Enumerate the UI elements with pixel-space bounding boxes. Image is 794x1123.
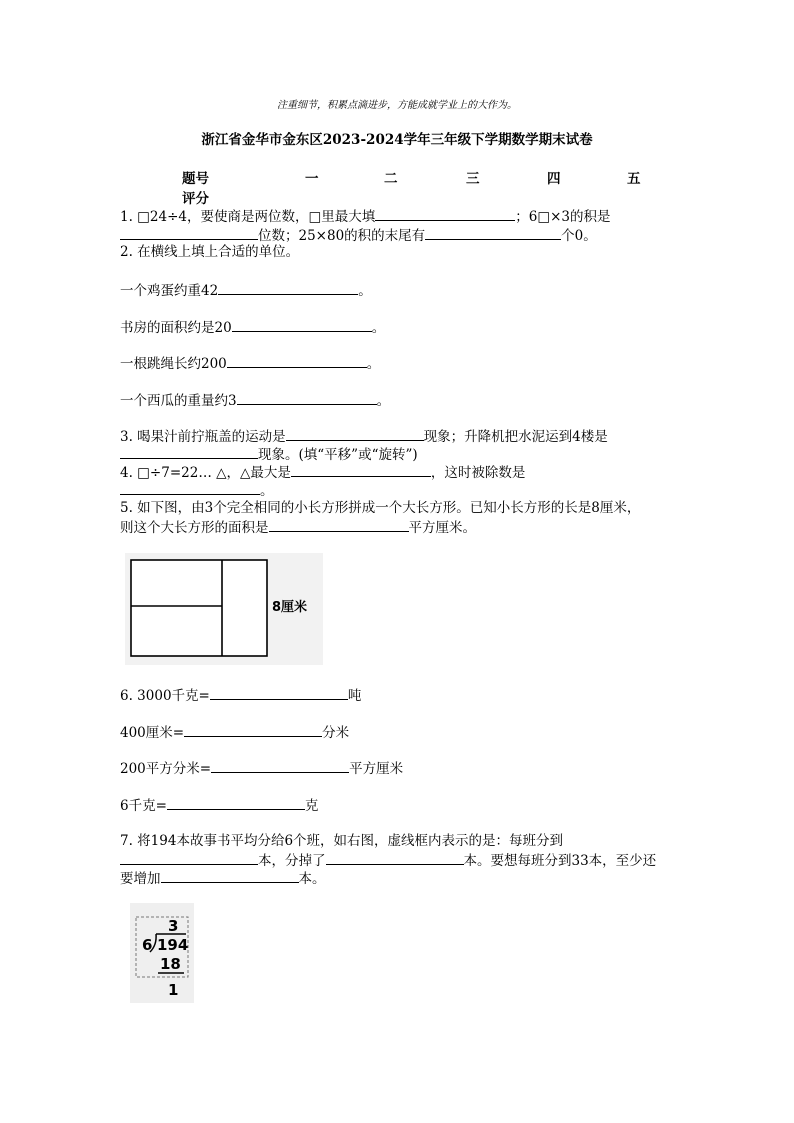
q7-dividend: 194 — [157, 936, 189, 954]
q3-line-1 — [120, 427, 608, 445]
q2-item-4-text: 一个西瓜的重量约3 — [120, 393, 237, 409]
q1-blank-1[interactable] — [375, 207, 515, 221]
q2-item-2-end: 。 — [371, 320, 386, 336]
q1-text-b: ；6□×3的积是 — [515, 209, 611, 225]
q2-item-1-text: 一个鸡蛋约重42 — [120, 283, 219, 299]
q5-blank-1[interactable] — [269, 518, 409, 532]
q7-blank-2[interactable] — [326, 851, 464, 865]
q2-item-2 — [120, 318, 385, 336]
q2-item-1-end: 。 — [358, 283, 372, 299]
q6-item-1-unit: 吨 — [347, 688, 362, 704]
q2-item-4-end: 。 — [376, 393, 391, 409]
q6-item-1 — [120, 686, 361, 704]
q7-text-b: 本，分掉了 — [258, 853, 326, 869]
q2-blank-1[interactable] — [218, 281, 358, 295]
q2-item-4 — [120, 391, 390, 409]
score-col-4: 四 — [547, 171, 561, 187]
q1-text-d: 个0。 — [561, 228, 597, 244]
exam-title: 浙江省金华市金东区2023-2024学年三年级下学期数学期末试卷 — [201, 132, 593, 148]
q6-item-3-unit: 平方厘米 — [349, 761, 404, 777]
q5-rectangle-figure — [124, 553, 324, 665]
q2-item-3-end: 。 — [366, 356, 381, 372]
q3-blank-1[interactable] — [286, 427, 424, 441]
q7-remainder: 1 — [168, 981, 179, 999]
q6-item-2-unit: 分米 — [322, 725, 350, 741]
score-col-2: 二 — [384, 171, 398, 187]
q7-text-c: 本。要想每班分到33本，至少还 — [463, 853, 657, 869]
q1-line-2 — [120, 226, 597, 244]
q7-line-3 — [120, 869, 326, 887]
q4-text-c: 。 — [260, 483, 274, 499]
q2-blank-4[interactable] — [237, 391, 377, 405]
score-col-1: 一 — [305, 171, 319, 187]
q1-text-a: 1. □24÷4，要使商是两位数，□里最大填 — [120, 209, 376, 225]
q6-item-2 — [120, 723, 349, 741]
q7-line-1: 7. 将194本故事书平均分给6个班，如右图，虚线框内表示的是：每班分到 — [120, 833, 564, 849]
q2-item-3-text: 一根跳绳长约200 — [120, 356, 227, 372]
q5-figure-label: 8厘米 — [272, 600, 308, 615]
q6-blank-2[interactable] — [184, 723, 322, 737]
q6-blank-1[interactable] — [210, 686, 348, 700]
q6-item-2-text: 400厘米= — [120, 725, 185, 741]
q6-item-4 — [120, 796, 318, 814]
q1-line-1 — [120, 207, 611, 225]
q7-line-2 — [120, 851, 656, 869]
q7-text-e: 本。 — [298, 871, 326, 887]
q4-line-1 — [120, 463, 525, 481]
q7-division-figure — [130, 903, 194, 1003]
q6-item-1-text: 6. 3000千克= — [120, 688, 210, 704]
header-motto: 注重细节，积累点滴进步，方能成就学业上的大作为。 — [277, 100, 517, 111]
q3-blank-2[interactable] — [120, 445, 258, 459]
q3-text-c: 现象。(填“平移”或“旋转”) — [258, 447, 418, 463]
q3-text-b: 现象；升降机把水泥运到4楼是 — [423, 429, 608, 445]
q6-item-3-text: 200平方分米= — [120, 761, 212, 777]
q7-product: 18 — [160, 955, 181, 973]
score-label: 评分 — [182, 191, 209, 207]
q1-blank-3[interactable] — [425, 226, 561, 240]
q7-blank-3[interactable] — [161, 869, 299, 883]
q2-heading: 2. 在横线上填上合适的单位。 — [120, 244, 300, 260]
q7-divisor: 6 — [142, 936, 153, 954]
q2-item-2-text: 书房的面积约是20 — [120, 320, 232, 336]
q1-text-c: 位数；25×80的积的末尾有 — [258, 228, 426, 244]
q5-line-2 — [120, 518, 476, 536]
q5-text-b: 则这个大长方形的面积是 — [120, 520, 269, 536]
q4-text-a: 4. □÷7=22… △，△最大是 — [120, 465, 291, 481]
q6-blank-3[interactable] — [211, 759, 349, 773]
q3-line-2 — [120, 445, 418, 463]
q2-item-1 — [120, 281, 372, 299]
score-row-header: 题号 — [182, 171, 209, 187]
q4-text-b: ，这时被除数是 — [430, 465, 526, 481]
q4-blank-1[interactable] — [291, 463, 431, 477]
q6-item-4-text: 6千克= — [120, 798, 167, 814]
q6-item-3 — [120, 759, 403, 777]
score-col-5: 五 — [627, 171, 641, 187]
q7-quotient: 3 — [168, 917, 179, 935]
q1-blank-2[interactable] — [120, 226, 258, 240]
q3-text-a: 3. 喝果汁前拧瓶盖的运动是 — [120, 429, 286, 445]
q7-blank-1[interactable] — [120, 851, 258, 865]
q4-blank-2[interactable] — [120, 481, 260, 495]
q5-line-1: 5. 如下图，由3个完全相同的小长方形拼成一个大长方形。已知小长方形的长是8厘米， — [120, 500, 641, 516]
q2-blank-3[interactable] — [227, 354, 367, 368]
q6-blank-4[interactable] — [167, 796, 305, 810]
q5-text-c: 平方厘米。 — [408, 520, 476, 536]
q7-text-d: 要增加 — [120, 871, 161, 887]
q2-item-3 — [120, 354, 380, 372]
q6-item-4-unit: 克 — [304, 798, 319, 814]
q2-blank-2[interactable] — [232, 318, 372, 332]
score-col-3: 三 — [466, 171, 480, 187]
q4-line-2 — [120, 481, 274, 499]
